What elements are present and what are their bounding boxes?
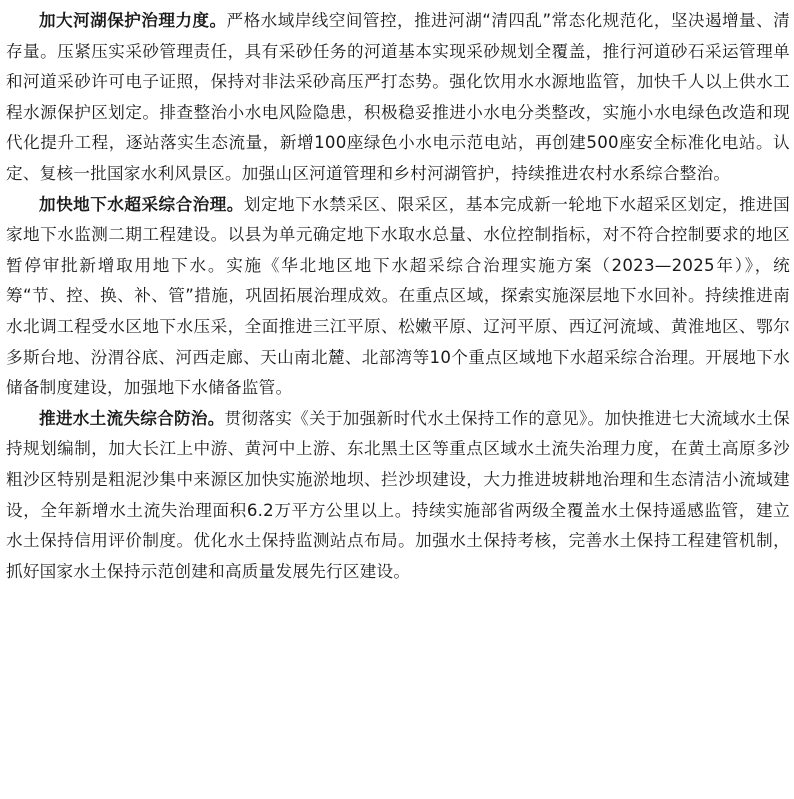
paragraph-heading: 推进水土流失综合防治。 (39, 408, 225, 428)
paragraph-body: 严格水域岸线空间管控，推进河湖“清四乱”常态化规范化，坚决遏增量、清存量。压紧压实采砂管理责任，具有采砂任务的河道基本实现采砂规划全覆盖，推行河道砂石采运管理单和河道采砂许可电子证照，保持对非法采砂高压严打态势。强化饮用水水源地监管，加快千人以上供水工程水源保护区划定。排查整治小水电风险隐患，积极稳妥推进小水电分类整改，实施小水电绿色改造和现代化提升工程，逐站落实生态流量，新增100座绿色小水电示范电站，再创建500座安全标准化电站。认定、复核一批国家水利风景区。加强山区河道管理和乡村河湖管护，持续推进农村水系综合整治。 (6, 11, 791, 183)
paragraph-heading: 加快地下水超采综合治理。 (39, 194, 244, 214)
paragraph-body: 划定地下水禁采区、限采区，基本完成新一轮地下水超采区划定，推进国家地下水监测二期工程建设。以县为单元确定地下水取水总量、水位控制指标，对不符合控制要求的地区暂停审批新增取用地下水。实施《华北地区地下水超采综合治理实施方案（2023—2025年）》，统筹“节、控、换、补、管”措施，巩固拓展治理成效。在重点区域，探索实施深层地下水回补。持续推进南水北调工程受水区地下水压采，全面推进三江平原、松嫩平原、辽河平原、西辽河流域、黄淮地区、鄂尔多斯台地、汾渭谷底、河西走廊、天山南北麓、北部湾等10个重点区域地下水超采综合治理。开展地下水储备制度建设，加强地下水储备监管。 (6, 194, 791, 398)
paragraph-groundwater-treatment (6, 190, 790, 404)
paragraph-body: 贯彻落实《关于加强新时代水土保持工作的意见》。加快推进七大流域水土保持规划编制，加大长江上中游、黄河中上游、东北黑土区等重点区域水土流失治理力度，在黄土高原多沙粗沙区特别是粗泥沙集中来源区加快实施淤地坝、拦沙坝建设，大力推进坡耕地治理和生态清洁小流域建设，全年新增水土流失治理面积6.2万平方公里以上。持续实施部省两级全覆盖水土保持遥感监管，建立水土保持信用评价制度。优化水土保持监测站点布局。加强水土保持考核，完善水土保持工程建管机制，抓好国家水土保持示范创建和高质量发展先行区建设。 (6, 408, 791, 581)
paragraph-river-lake-protection (6, 6, 790, 190)
paragraph-heading: 加大河湖保护治理力度。 (39, 11, 227, 30)
paragraph-soil-erosion-control (6, 404, 790, 588)
